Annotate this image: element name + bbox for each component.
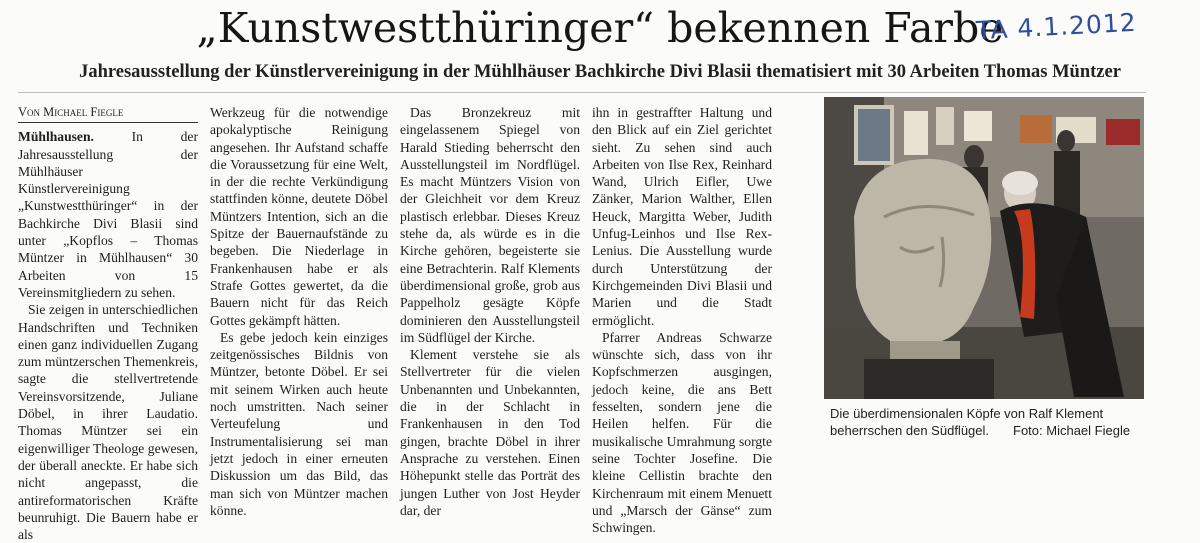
dateline: Mühlhausen.: [18, 129, 94, 145]
paragraph: Klement verstehe sie als Stellvertreter für die vielen Unbenannten und Unbekannten, die in der Schlacht in Frankenhausen in den Tod gingen, brachte Döbel in ihrer Ansprache zu verstehen. Einen Höhepunkt stelle das Porträt des jungen Luther von Jost Heyder dar, der: [400, 347, 580, 518]
paragraph-text: In der Jahresausstellung der Mühlhäuser Künstlervereinigung „Kunstwestthüringer“ in der Bachkirche Divi Blasii sind unter „Kopflos – Thomas Müntzer in Mühlhausen“ 30 Arbeiten von 15 Vereinsmitgliedern zu sehen.: [18, 129, 198, 300]
article-column-1: [18, 104, 198, 543]
photo-credit: Foto: Michael Fiegle: [1013, 423, 1131, 438]
article-column-4: [592, 104, 772, 536]
byline-prefix: Von: [18, 105, 41, 119]
paragraph: Werkzeug für die notwendige apokalyptische Reinigung angesehen. Ihr Aufstand schaffe die Voraussetzung für eine Welt, in der die rechte Verkündigung stattfinden könne, deutete Döbel Müntzers Intention, sich an die Spitze der Bauernaufstände zu begeben. Die Niederlage in Frankenhausen habe er als Strafe Gottes gewertet, da die Bauern nicht für das Reich Gottes gekämpft hätten.: [210, 105, 388, 328]
article-column-2: [210, 104, 388, 519]
subheadline: Jahresausstellung der Künstlervereinigung in der Mühlhäuser Bachkirche Divi Blasii thematisiert mit 30 Arbeiten Thomas Müntzer: [79, 62, 1121, 82]
handwritten-note: TA 4.1.2012: [975, 7, 1138, 46]
page-title: „Kunstwestthüringer“ bekennen Farbe: [196, 4, 1004, 52]
paragraph: Es gebe jedoch kein einziges zeitgenössisches Bildnis von Müntzer, betonte Döbel. Er sei mit seinem Wirken auch heute noch umstritten. Nach seiner Verteufelung und Instrumentalisierung sei man jetzt jedoch in einer erneuten Diskussion um das Bild, das man sich von Müntzer machen könne.: [210, 329, 388, 518]
paragraph: [18, 128, 198, 301]
byline: [18, 104, 198, 123]
article-column-3: [400, 104, 580, 519]
divider: [18, 92, 1146, 93]
paragraph: Pfarrer Andreas Schwarze wünschte sich, dass von ihr Kopfschmerzen ausgingen, jedoch keine, die ans Bett fesselten, sondern jene die Heilen helfen. Für die musikalische Umrahmung sorgte seine Tochter Josefine. Die kleine Cellistin brachte den Kirchenraum mit einem Menuett und „Marsch der Gänse“ zum Schwingen.: [592, 329, 772, 536]
article-photo: [824, 97, 1144, 399]
paragraph: Sie zeigen in unterschiedlichen Handschriften und Techniken einen ganz individuellen Zugang zum müntzerschen Themenkreis, sagte die stellvertretende Vereinsvorsitzende, Juliane Döbel, in ihrer Laudatio. Thomas Müntzer sei ein eigenwilliger Theologe gewesen, der überall aneckte. Er habe sich nicht angepasst, die antireformatorischen Kräfte beunruhigt. Die Bauern habe er als: [18, 302, 198, 543]
byline-author: Michael Fiegle: [43, 105, 124, 119]
paragraph: Das Bronzekreuz mit eingelassenem Spiegel von Harald Stieding beherrscht den Ausstellungsteil im Nordflügel. Es macht Müntzers Vision von der Gleichheit vor dem Kreuz plastisch erlebbar. Dieses Kreuz stehe da, als würde es in die Kirche gehören, begeisterte sie eine Betrachterin. Ralf Klements überdimensional große, grob aus Pappelholz gesägte Köpfe dominieren den Ausstellungsteil im Südflügel der Kirche.: [400, 105, 580, 345]
photo-exhibition-heads: [824, 97, 1144, 399]
photo-caption: [830, 405, 1150, 439]
paragraph: ihn in gestraffter Haltung und den Blick auf ein Ziel gerichtet sieht. Zu sehen sind auch Arbeiten von Ilse Rex, Reinhard Wand, Ulrich Eifler, Uwe Zänker, Marion Walther, Ellen Heuck, Margitta Weber, Judith Unfug-Leinhos und Ilse Rex-Lenius. Die Ausstellung wurde durch Unterstützung der Kirchgemeinden Divi Blasii und Marien und die Stadt ermöglicht.: [592, 105, 772, 328]
caption-text: Die überdimensionalen Köpfe von Ralf Klement beherrschen den Südflügel.: [830, 406, 1104, 438]
